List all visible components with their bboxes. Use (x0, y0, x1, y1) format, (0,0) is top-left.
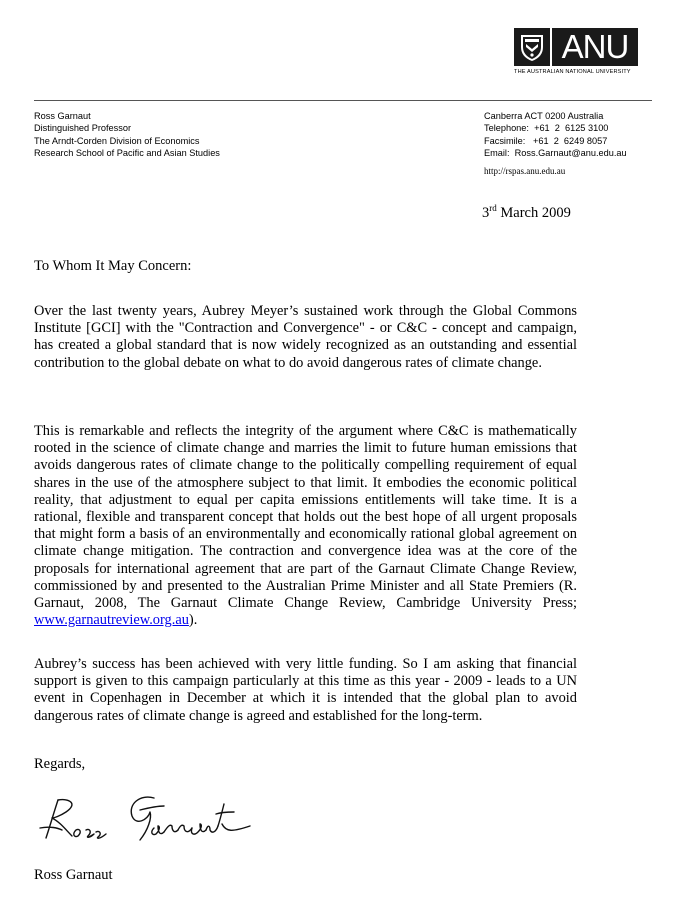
university-crest-icon (514, 28, 550, 66)
paragraph-2-end: ). (188, 612, 198, 629)
salutation: To Whom It May Concern: (34, 258, 192, 274)
letter-date (482, 205, 571, 222)
paragraph-2-text: This is remarkable and reflects the integrity of the argument where C&C is mathematically rooted in the science of climate change and marries the limit to future human emissions that avoids dangerous rates of climate change to the politically compelling requirement of equal shares in the use of the atmosphere subject to that limit. It embodies the economic political reality, that adjustment to equal per capita emissions entitlements will take time. It is a rational, flexible and transparent concept that holds out the best hope of all urgent proposals that might form a basis of an environmentally and economically rational global agreement on climate change mitigation. The contraction and convergence idea was at the core of the proposals for international agreement that are part of the Garnaut Climate Change Review, commissioned by and presented to the Australian Prime Minister and all State Premiers (R. Garnaut, 2008, The Garnaut Climate Change Review, Cambridge University Press; (34, 423, 577, 612)
sender-division: The Arndt-Corden Division of Economics (34, 135, 200, 146)
garnaut-review-link[interactable]: www.garnautreview.org.au (34, 612, 189, 629)
anu-logo (514, 28, 638, 75)
paragraph-3: Aubrey’s success has been achieved with very little funding. So I am asking that financial support is given to this campaign particularly at this time as this year - 2009 - leads to a UN event in Copenhagen in December at which it is intended that the global plan to avoid dangerous rates of climate change is agreed and established for the long-term. (34, 656, 577, 724)
email-value: Ross.Garnaut@anu.edu.au (514, 148, 627, 159)
contact-block (484, 110, 627, 160)
facsimile-label: Facsimile: (484, 135, 526, 146)
sender-block (34, 110, 220, 160)
date-day: 3 (482, 205, 490, 221)
signatory-name: Ross Garnaut (34, 867, 113, 883)
closing: Regards, (34, 756, 86, 772)
paragraph-2 (34, 423, 577, 629)
telephone-label: Telephone: (484, 123, 529, 134)
handwritten-signature (36, 790, 266, 855)
sender-name: Ross Garnaut (34, 111, 91, 121)
telephone-value: +61 2 6125 3100 (534, 123, 609, 134)
paragraph-1: Over the last twenty years, Aubrey Meyer’s sustained work through the Global Commons Institute [GCI] with the "Contraction and Convergence" - or C&C - concept and campaign, has created a global standard that is now widely recognized as an outstanding and essential contribution to the global debate on what to do avoid dangerous rates of climate change. (34, 303, 577, 371)
date-rest: March 2009 (496, 205, 571, 221)
facsimile-value: +61 2 6249 8057 (533, 135, 608, 146)
date-suffix: rd (489, 203, 497, 213)
contact-facsimile-row (484, 135, 627, 147)
anu-wordmark: ANU (552, 28, 638, 66)
sender-title: Distinguished Professor (34, 123, 132, 134)
website-address: http://rspas.anu.edu.au (484, 166, 566, 176)
university-name: THE AUSTRALIAN NATIONAL UNIVERSITY (514, 69, 631, 75)
contact-address: Canberra ACT 0200 Australia (484, 111, 604, 121)
contact-email-row (484, 147, 627, 159)
email-label: Email: (484, 148, 510, 159)
contact-telephone-row (484, 122, 627, 134)
sender-school: Research School of Pacific and Asian Studies (34, 148, 220, 159)
header-divider (34, 100, 652, 101)
